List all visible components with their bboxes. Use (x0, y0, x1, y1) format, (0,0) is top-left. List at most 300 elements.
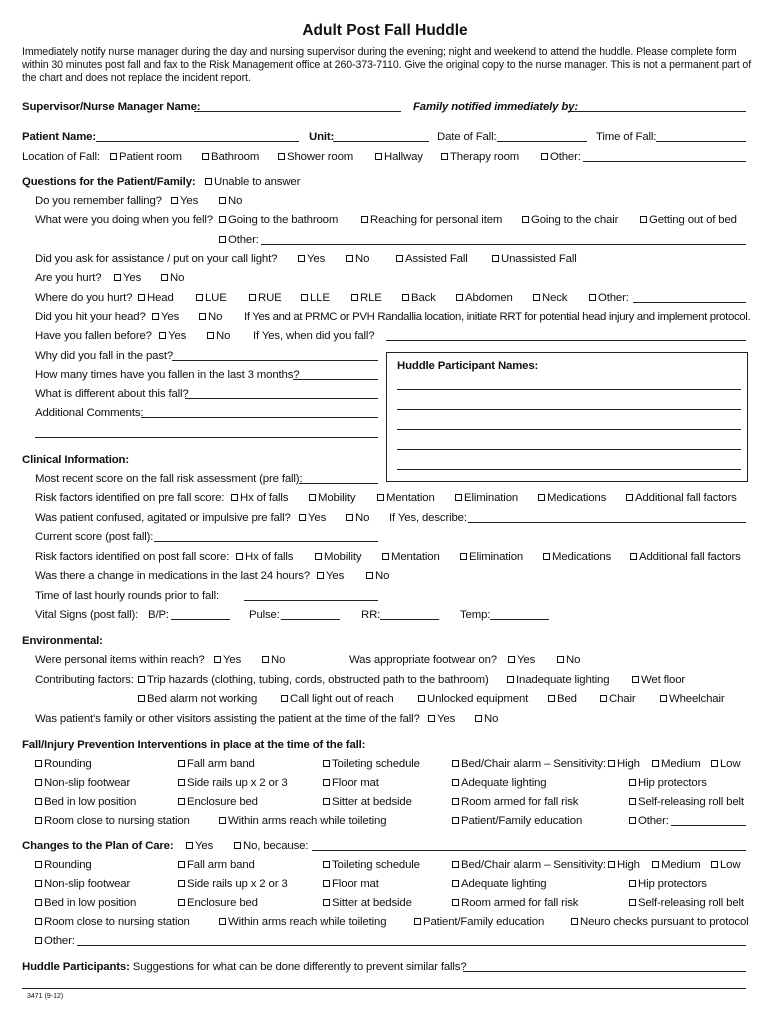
checkbox-prev-room-close[interactable]: Room close to nursing station (35, 814, 190, 828)
checkbox-icon (402, 294, 409, 301)
checkbox-icon (452, 817, 459, 824)
checkbox-icon (207, 332, 214, 339)
checkbox-icon (428, 715, 435, 722)
checkbox-icon (249, 294, 256, 301)
checkbox-icon (346, 255, 353, 262)
clinical-heading: Clinical Information: (22, 454, 129, 466)
checkbox-icon (298, 255, 305, 262)
current-score-field[interactable] (154, 541, 378, 542)
checkbox-before-no[interactable]: No (207, 329, 230, 343)
time-of-fall-field[interactable] (656, 141, 746, 142)
checkbox-icon (299, 514, 306, 521)
checkbox-icon (262, 656, 269, 663)
checkbox-prev-floor-mat[interactable]: Floor mat (323, 776, 379, 790)
checkbox-icon (375, 153, 382, 160)
checkbox-icon (366, 572, 373, 579)
prev-other-field[interactable] (671, 825, 746, 826)
assistance-label: Did you ask for assistance / put on your call light? (35, 253, 278, 265)
checkbox-plan-neuro-checks[interactable]: Neuro checks pursuant to protocol (571, 915, 749, 929)
checkbox-icon (377, 494, 384, 501)
checkbox-icon (652, 861, 659, 868)
checkbox-icon (205, 178, 212, 185)
checkbox-hallway[interactable]: Hallway (375, 150, 423, 164)
checkbox-lue[interactable]: LUE (196, 291, 227, 305)
checkbox-plan-within-arms[interactable]: Within arms reach while toileting (219, 915, 386, 929)
pulse-field[interactable] (281, 619, 340, 620)
checkbox-icon (138, 676, 145, 683)
patient-name-label: Patient Name: (22, 131, 97, 143)
checkbox-icon (629, 798, 636, 805)
footwear-label: Was appropriate footwear on? (349, 654, 497, 666)
checkbox-icon (456, 294, 463, 301)
checkbox-icon (492, 255, 499, 262)
checkbox-icon (543, 553, 550, 560)
checkbox-prev-rounding[interactable]: Rounding (35, 757, 92, 771)
checkbox-wheelchair[interactable]: Wheelchair (660, 692, 724, 706)
checkbox-abdomen[interactable]: Abdomen (456, 291, 513, 305)
checkbox-icon (632, 676, 639, 683)
checkbox-icon (35, 899, 42, 906)
checkbox-icon (138, 695, 145, 702)
pulse-label: Pulse: (249, 609, 280, 621)
checkbox-pre-medications[interactable]: Medications (538, 491, 606, 505)
supervisor-field[interactable] (194, 111, 401, 112)
checkbox-going-chair[interactable]: Going to the chair (522, 213, 618, 227)
patient-name-field[interactable] (96, 141, 299, 142)
checkbox-icon (219, 817, 226, 824)
location-other-field[interactable] (583, 161, 746, 162)
checkbox-therapy-room[interactable]: Therapy room (441, 150, 519, 164)
checkbox-confused-yes[interactable]: Yes (299, 511, 326, 525)
checkbox-prev-within-arms[interactable]: Within arms reach while toileting (219, 814, 386, 828)
checkbox-prev-fall-arm-band[interactable]: Fall arm band (178, 757, 255, 771)
checkbox-icon (346, 514, 353, 521)
intro-text: Immediately notify nurse manager during the day and nursing supervisor during the evening; night and weekend to attend the huddle. Please complete form within 30 minutes post fall and fax to the Risk Management office at 260-373-7110. Give the original copy to the nurse manager. This is not a permanent part of the chart and does not replace the incident report. (22, 46, 752, 85)
checkbox-footwear-no[interactable]: No (557, 653, 580, 667)
checkbox-icon (35, 880, 42, 887)
bp-label: B/P: (148, 609, 169, 621)
checkbox-chair[interactable]: Chair (600, 692, 635, 706)
checkbox-confused-no[interactable]: No (346, 511, 369, 525)
rr-field[interactable] (380, 619, 439, 620)
checkbox-prev-sens-high[interactable]: High (608, 757, 640, 771)
checkbox-reach-no[interactable]: No (262, 653, 285, 667)
recent-score-label: Most recent score on the fall risk assessment (pre fall): (35, 473, 303, 485)
why-fall-label: Why did you fall in the past? (35, 350, 174, 362)
checkbox-icon (507, 676, 514, 683)
checkbox-assisted-fall[interactable]: Assisted Fall (396, 252, 468, 266)
checkbox-prev-sens-medium[interactable]: Medium (652, 757, 701, 771)
checkbox-prev-hip-protectors[interactable]: Hip protectors (629, 776, 707, 790)
checkbox-icon (178, 899, 185, 906)
where-hurt-label: Where do you hurt? (35, 292, 133, 304)
checkbox-icon (309, 494, 316, 501)
checkbox-wet-floor[interactable]: Wet floor (632, 673, 685, 687)
checkbox-footwear-yes[interactable]: Yes (508, 653, 535, 667)
checkbox-icon (323, 798, 330, 805)
checkbox-icon (178, 779, 185, 786)
checkbox-patient-room[interactable]: Patient room (110, 150, 182, 164)
checkbox-icon (236, 553, 243, 560)
checkbox-plan-sens-medium[interactable]: Medium (652, 858, 701, 872)
recent-score-field[interactable] (299, 483, 378, 484)
checkbox-plan-floor-mat[interactable]: Floor mat (323, 877, 379, 891)
participant-name-field-3[interactable] (397, 429, 741, 430)
checkbox-pre-additional[interactable]: Additional fall factors (626, 491, 737, 505)
checkbox-icon (418, 695, 425, 702)
checkbox-plan-rounding[interactable]: Rounding (35, 858, 92, 872)
checkbox-post-additional[interactable]: Additional fall factors (630, 550, 741, 564)
checkbox-call-light[interactable]: Call light out of reach (281, 692, 394, 706)
checkbox-icon (219, 236, 226, 243)
comments-field-2[interactable] (35, 437, 378, 438)
checkbox-reaching-item[interactable]: Reaching for personal item (361, 213, 502, 227)
checkbox-plan-fall-arm-band[interactable]: Fall arm band (178, 858, 255, 872)
checkbox-icon (452, 798, 459, 805)
checkbox-head-no[interactable]: No (199, 310, 222, 324)
huddle-participant-names-box (386, 352, 748, 482)
checkbox-icon (589, 294, 596, 301)
checkbox-plan-side-rails[interactable]: Side rails up x 2 or 3 (178, 877, 288, 891)
checkbox-unassisted-fall[interactable]: Unassisted Fall (492, 252, 577, 266)
participant-name-field-1[interactable] (397, 389, 741, 390)
head-injury-note: If Yes and at PRMC or PVH Randallia location, initiate RRT for potential head injury and implement protocol. (244, 311, 751, 323)
checkbox-icon (608, 861, 615, 868)
checkbox-icon (323, 861, 330, 868)
checkbox-neck[interactable]: Neck (533, 291, 567, 305)
checkbox-icon (161, 274, 168, 281)
checkbox-icon (455, 494, 462, 501)
checkbox-icon (711, 760, 718, 767)
contributing-label: Contributing factors: (35, 674, 134, 686)
checkbox-prev-adequate-lighting[interactable]: Adequate lighting (452, 776, 546, 790)
checkbox-plan-other[interactable]: Other: (35, 934, 75, 948)
checkbox-reach-yes[interactable]: Yes (214, 653, 241, 667)
checkbox-head[interactable]: Head (138, 291, 174, 305)
times-fallen-field[interactable] (293, 379, 378, 380)
checkbox-icon (557, 656, 564, 663)
checkbox-bathroom[interactable]: Bathroom (202, 150, 259, 164)
checkbox-med-yes[interactable]: Yes (317, 569, 344, 583)
checkbox-icon (186, 842, 193, 849)
checkbox-icon (214, 656, 221, 663)
checkbox-post-medications[interactable]: Medications (543, 550, 611, 564)
checkbox-prev-sens-low[interactable]: Low (711, 757, 740, 771)
different-label: What is different about this fall? (35, 388, 189, 400)
comments-field[interactable] (141, 417, 378, 418)
bp-field[interactable] (171, 619, 230, 620)
checkbox-icon (541, 153, 548, 160)
checkbox-icon (178, 760, 185, 767)
checkbox-icon (452, 779, 459, 786)
checkbox-icon (110, 153, 117, 160)
last-rounds-field[interactable] (244, 600, 378, 601)
huddle-suggestions-line: Huddle Participants: Suggestions for what can be done differently to prevent similar falls? (22, 961, 467, 973)
checkbox-icon (281, 695, 288, 702)
checkbox-icon (441, 153, 448, 160)
checkbox-icon (35, 817, 42, 824)
checkbox-icon (35, 861, 42, 868)
checkbox-shower-room[interactable]: Shower room (278, 150, 353, 164)
checkbox-icon (629, 880, 636, 887)
when-fall-label: If Yes, when did you fall? (253, 330, 375, 342)
checkbox-icon (533, 294, 540, 301)
last-rounds-label: Time of last hourly rounds prior to fall: (35, 590, 219, 602)
participant-name-field-4[interactable] (397, 449, 741, 450)
unit-field[interactable] (333, 141, 429, 142)
checkbox-head-yes[interactable]: Yes (152, 310, 179, 324)
describe-label: If Yes, describe: (389, 512, 467, 524)
checkbox-icon (629, 899, 636, 906)
checkbox-icon (452, 899, 459, 906)
checkbox-prev-other[interactable]: Other: (629, 814, 669, 828)
no-because-field[interactable] (312, 850, 746, 851)
questions-heading: Questions for the Patient/Family: (22, 176, 196, 188)
checkbox-icon (608, 760, 615, 767)
checkbox-icon (196, 294, 203, 301)
checkbox-icon (711, 861, 718, 868)
checkbox-icon (382, 553, 389, 560)
supervisor-label: Supervisor/Nurse Manager Name: (22, 101, 201, 113)
checkbox-icon (629, 817, 636, 824)
checkbox-prev-side-rails[interactable]: Side rails up x 2 or 3 (178, 776, 288, 790)
checkbox-plan-non-slip[interactable]: Non-slip footwear (35, 877, 130, 891)
checkbox-post-mobility[interactable]: Mobility (315, 550, 361, 564)
checkbox-icon (600, 695, 607, 702)
location-label: Location of Fall: (22, 151, 100, 163)
items-reach-label: Were personal items within reach? (35, 654, 205, 666)
time-of-fall-label: Time of Fall: (596, 131, 657, 143)
rr-label: RR: (361, 609, 381, 621)
checkbox-back[interactable]: Back (402, 291, 436, 305)
checkbox-bed[interactable]: Bed (548, 692, 577, 706)
date-of-fall-field[interactable] (497, 141, 587, 142)
describe-field[interactable] (468, 522, 746, 523)
checkbox-hurt-no[interactable]: No (161, 271, 184, 285)
pre-fall-factors-label: Risk factors identified on pre fall score: (35, 492, 225, 504)
checkbox-icon (414, 918, 421, 925)
checkbox-icon (452, 861, 459, 868)
checkbox-icon (626, 494, 633, 501)
checkbox-icon (301, 294, 308, 301)
post-fall-factors-label: Risk factors identified on post fall score: (35, 551, 230, 563)
hurt-label: Are you hurt? (35, 272, 102, 284)
unit-label: Unit: (309, 131, 335, 143)
checkbox-icon (652, 760, 659, 767)
checkbox-icon (323, 880, 330, 887)
remember-falling-label: Do you remember falling? (35, 195, 162, 207)
checkbox-icon (199, 313, 206, 320)
checkbox-plan-hip-protectors[interactable]: Hip protectors (629, 877, 707, 891)
checkbox-icon (571, 918, 578, 925)
temp-label: Temp: (460, 609, 491, 621)
checkbox-prev-education[interactable]: Patient/Family education (452, 814, 582, 828)
checkbox-visitors-no[interactable]: No (475, 712, 498, 726)
checkbox-icon (171, 197, 178, 204)
checkbox-icon (219, 197, 226, 204)
comments-label: Additional Comments: (35, 407, 144, 419)
checkbox-prev-non-slip[interactable]: Non-slip footwear (35, 776, 130, 790)
hit-head-label: Did you hit your head? (35, 311, 146, 323)
checkbox-lle[interactable]: LLE (301, 291, 330, 305)
checkbox-icon (522, 216, 529, 223)
checkbox-icon (114, 274, 121, 281)
checkbox-icon (351, 294, 358, 301)
checkbox-bed-alarm-not-working[interactable]: Bed alarm not working (138, 692, 257, 706)
checkbox-med-no[interactable]: No (366, 569, 389, 583)
checkbox-icon (475, 715, 482, 722)
checkbox-icon (202, 153, 209, 160)
checkbox-trip-hazards[interactable]: Trip hazards (clothing, tubing, cords, obstructed path to the bathroom) (138, 673, 489, 687)
checkbox-before-yes[interactable]: Yes (159, 329, 186, 343)
checkbox-icon (178, 798, 185, 805)
checkbox-assist-yes[interactable]: Yes (298, 252, 325, 266)
family-notified-field[interactable] (568, 111, 746, 112)
times-fallen-label: How many times have you fallen in the last 3 months? (35, 369, 300, 381)
checkbox-prev-bed-chair-alarm[interactable]: Bed/Chair alarm – Sensitivity: (452, 757, 606, 771)
checkbox-icon (460, 553, 467, 560)
checkbox-location-other[interactable]: Other: (541, 150, 581, 164)
participant-name-field-2[interactable] (397, 409, 741, 410)
doing-other-field[interactable] (261, 244, 746, 245)
date-of-fall-label: Date of Fall: (437, 131, 497, 143)
checkbox-icon (278, 153, 285, 160)
checkbox-icon (315, 553, 322, 560)
checkbox-hurt-yes[interactable]: Yes (114, 271, 141, 285)
suggestions-field-2[interactable] (22, 988, 746, 989)
checkbox-icon (508, 656, 515, 663)
checkbox-pre-hx-falls[interactable]: Hx of falls (231, 491, 288, 505)
checkbox-remember-yes[interactable]: Yes (171, 194, 198, 208)
checkbox-rue[interactable]: RUE (249, 291, 282, 305)
checkbox-icon (178, 880, 185, 887)
checkbox-icon (323, 760, 330, 767)
checkbox-plan-room-close[interactable]: Room close to nursing station (35, 915, 190, 929)
prevention-heading: Fall/Injury Prevention Interventions in place at the time of the fall: (22, 739, 366, 751)
checkbox-icon (234, 842, 241, 849)
checkbox-icon (219, 216, 226, 223)
checkbox-getting-out-bed[interactable]: Getting out of bed (640, 213, 737, 227)
checkbox-icon (219, 918, 226, 925)
checkbox-prev-sitter[interactable]: Sitter at bedside (323, 795, 412, 809)
checkbox-where-other[interactable]: Other: (589, 291, 629, 305)
checkbox-icon (396, 255, 403, 262)
checkbox-remember-no[interactable]: No (219, 194, 242, 208)
checkbox-prev-bed-low[interactable]: Bed in low position (35, 795, 136, 809)
suggestions-field[interactable] (463, 971, 746, 972)
checkbox-plan-toileting[interactable]: Toileting schedule (323, 858, 420, 872)
checkbox-visitors-yes[interactable]: Yes (428, 712, 455, 726)
checkbox-plan-sitter[interactable]: Sitter at bedside (323, 896, 412, 910)
med-change-label: Was there a change in medications in the last 24 hours? (35, 570, 310, 582)
checkbox-plan-sens-low[interactable]: Low (711, 858, 740, 872)
checkbox-icon (231, 494, 238, 501)
checkbox-prev-room-armed[interactable]: Room armed for fall risk (452, 795, 578, 809)
checkbox-icon (629, 779, 636, 786)
checkbox-prev-enclosure-bed[interactable]: Enclosure bed (178, 795, 258, 809)
checkbox-icon (152, 313, 159, 320)
doing-label: What were you doing when you fell? (35, 214, 213, 226)
checkbox-assist-no[interactable]: No (346, 252, 369, 266)
checkbox-icon (317, 572, 324, 579)
checkbox-icon (548, 695, 555, 702)
participant-name-field-5[interactable] (397, 469, 741, 470)
fallen-before-label: Have you fallen before? (35, 330, 152, 342)
checkbox-icon (35, 798, 42, 805)
visitors-label: Was patient's family or other visitors assisting the patient at the time of the fall? (35, 713, 420, 725)
huddle-participants-heading: Huddle Participants: (22, 961, 130, 973)
checkbox-pre-mobility[interactable]: Mobility (309, 491, 355, 505)
why-fall-field[interactable] (172, 360, 378, 361)
checkbox-icon (323, 779, 330, 786)
checkbox-plan-bed-chair-alarm[interactable]: Bed/Chair alarm – Sensitivity: (452, 858, 606, 872)
checkbox-inadequate-lighting[interactable]: Inadequate lighting (507, 673, 609, 687)
checkbox-plan-roll-belt[interactable]: Self-releasing roll belt (629, 896, 744, 910)
checkbox-icon (35, 779, 42, 786)
huddle-names-title: Huddle Participant Names: (397, 360, 539, 372)
confused-label: Was patient confused, agitated or impulsive pre fall? (35, 512, 291, 524)
checkbox-icon (35, 760, 42, 767)
checkbox-icon (35, 937, 42, 944)
checkbox-plan-adequate-lighting[interactable]: Adequate lighting (452, 877, 546, 891)
checkbox-icon (159, 332, 166, 339)
checkbox-plan-room-armed[interactable]: Room armed for fall risk (452, 896, 578, 910)
checkbox-icon (178, 861, 185, 868)
plan-heading: Changes to the Plan of Care: (22, 840, 174, 852)
checkbox-pre-mentation[interactable]: Mentation (377, 491, 435, 505)
environmental-heading: Environmental: (22, 635, 103, 647)
checkbox-doing-other[interactable]: Other: (219, 233, 259, 247)
checkbox-icon (323, 899, 330, 906)
checkbox-post-elimination[interactable]: Elimination (460, 550, 523, 564)
family-notified-label: Family notified immediately by: (413, 101, 578, 113)
checkbox-icon (452, 760, 459, 767)
temp-field[interactable] (490, 619, 549, 620)
plan-other-field[interactable] (77, 945, 746, 946)
checkbox-prev-toileting[interactable]: Toileting schedule (323, 757, 420, 771)
checkbox-rle[interactable]: RLE (351, 291, 382, 305)
checkbox-unable-to-answer[interactable]: Unable to answer (205, 175, 300, 189)
checkbox-plan-enclosure-bed[interactable]: Enclosure bed (178, 896, 258, 910)
checkbox-icon (138, 294, 145, 301)
checkbox-prev-roll-belt[interactable]: Self-releasing roll belt (629, 795, 744, 809)
vital-signs-label: Vital Signs (post fall): (35, 609, 139, 621)
checkbox-plan-yes[interactable]: Yes (186, 839, 213, 853)
where-other-field[interactable] (633, 302, 746, 303)
when-fall-field[interactable] (386, 340, 746, 341)
checkbox-going-bathroom[interactable]: Going to the bathroom (219, 213, 338, 227)
checkbox-pre-elimination[interactable]: Elimination (455, 491, 518, 505)
checkbox-icon (538, 494, 545, 501)
form-number: 3471 (9-12) (27, 993, 64, 1000)
checkbox-plan-sens-high[interactable]: High (608, 858, 640, 872)
checkbox-plan-education[interactable]: Patient/Family education (414, 915, 544, 929)
checkbox-unlocked-equipment[interactable]: Unlocked equipment (418, 692, 528, 706)
different-field[interactable] (185, 398, 378, 399)
checkbox-icon (640, 216, 647, 223)
checkbox-icon (630, 553, 637, 560)
checkbox-icon (361, 216, 368, 223)
checkbox-plan-no[interactable]: No, because: (234, 839, 308, 853)
checkbox-icon (35, 918, 42, 925)
page-title: Adult Post Fall Huddle (302, 22, 468, 39)
checkbox-icon (452, 880, 459, 887)
checkbox-plan-bed-low[interactable]: Bed in low position (35, 896, 136, 910)
checkbox-post-hx-falls[interactable]: Hx of falls (236, 550, 293, 564)
current-score-label: Current score (post fall): (35, 531, 154, 543)
checkbox-icon (660, 695, 667, 702)
checkbox-post-mentation[interactable]: Mentation (382, 550, 440, 564)
